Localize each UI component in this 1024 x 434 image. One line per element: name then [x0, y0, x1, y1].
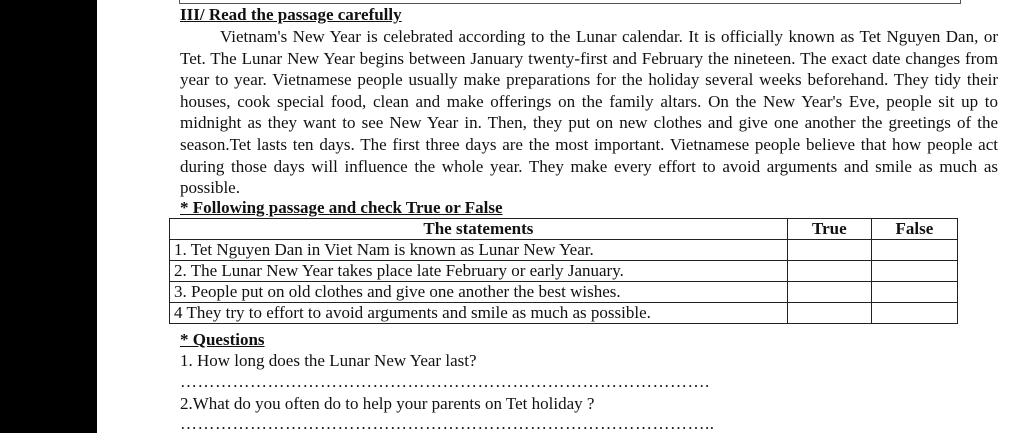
table-row — [170, 303, 958, 324]
table-row — [170, 261, 958, 282]
statements-header: The statements — [170, 219, 788, 240]
false-checkbox-cell[interactable] — [871, 261, 957, 282]
section-title: III/ Read the passage carefully — [180, 5, 402, 24]
statement-cell: 3. People put on old clothes and give one another the best wishes. — [170, 282, 788, 303]
question-2: 2.What do you often do to help your parents on Tet holiday ? — [180, 394, 595, 413]
statement-cell: 2. The Lunar New Year takes place late February or early January. — [170, 261, 788, 282]
table-row — [170, 282, 958, 303]
true-checkbox-cell[interactable] — [787, 303, 871, 324]
true-header: True — [787, 219, 871, 240]
table-header-row — [170, 219, 958, 240]
questions-title: * Questions — [180, 330, 265, 349]
true-checkbox-cell[interactable] — [787, 261, 871, 282]
true-false-table — [169, 218, 958, 324]
true-checkbox-cell[interactable] — [787, 240, 871, 261]
statement-cell: 4 They try to effort to avoid arguments and smile as much as possible. — [170, 303, 788, 324]
false-checkbox-cell[interactable] — [871, 303, 957, 324]
false-checkbox-cell[interactable] — [871, 282, 957, 303]
reading-passage: Vietnam's New Year is celebrated according to the Lunar calendar. It is officially known as Tet Nguyen Dan, or Tet. The Lunar New Year begins between January twenty-first and February the nineteen. The exact date changes from year to year. Vietnamese people usually make preparations for the holiday several weeks beforehand. They tidy their houses, cook special food, clean and make offerings on the family altars. On the New Year's Eve, people sit up to midnight as they want to see New Year in. Then, they put on new clothes and give one another the greetings of the season.Tet lasts ten days. The first three days are the most important. Vietnamese people believe that how people act during those days will influence the whole year. They make every effort to avoid arguments and smile as much as possible. — [180, 27, 998, 198]
answer-line-2[interactable]: ……………………………………………………………………………….. — [180, 414, 715, 433]
worksheet-page — [97, 0, 1024, 433]
true-checkbox-cell[interactable] — [787, 282, 871, 303]
question-1: 1. How long does the Lunar New Year last? — [180, 351, 477, 370]
statement-cell: 1. Tet Nguyen Dan in Viet Nam is known as Lunar New Year. — [170, 240, 788, 261]
previous-table-edge — [179, 0, 961, 4]
answer-line-1[interactable]: ………………………………………………………………………………. — [180, 372, 710, 391]
left-margin-bar — [0, 0, 97, 433]
false-header: False — [871, 219, 957, 240]
table-row — [170, 240, 958, 261]
false-checkbox-cell[interactable] — [871, 240, 957, 261]
true-false-title: * Following passage and check True or False — [180, 198, 503, 217]
